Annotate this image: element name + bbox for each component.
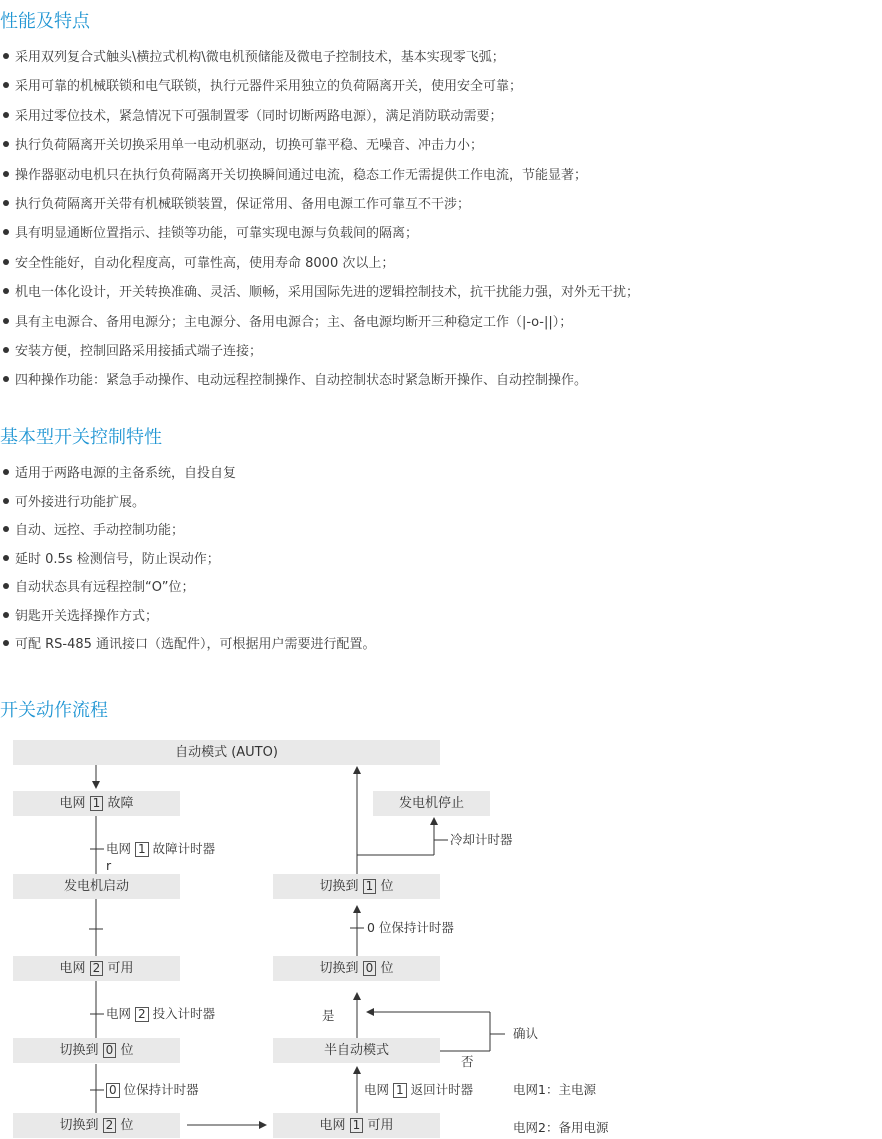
bullet-icon <box>3 171 9 177</box>
list-item-text: 自动状态具有远程控制“O”位； <box>15 580 195 595</box>
bullet-icon <box>3 318 9 324</box>
list-item <box>0 195 470 215</box>
box-grid1-fault-pre: 电网 <box>59 796 90 811</box>
box-switch-0-right-post: 位 <box>376 961 394 976</box>
bullet-icon <box>3 376 9 382</box>
list-item-text: 采用过零位技术，紧急情况下可强制置零（同时切断两路电源），满足消防联动需要； <box>15 108 503 124</box>
bullet-icon <box>3 229 9 235</box>
list-item <box>0 342 262 362</box>
label-fault-timer <box>106 841 215 857</box>
pos1-key: 1 <box>363 879 377 894</box>
bullet-icon <box>3 583 9 589</box>
list-item <box>0 607 158 627</box>
list-item-text: 具有主电源合、备用电源分；主电源分、备用电源合；主、备电源均断开三种稳定工作（|-o-||）； <box>15 314 573 330</box>
box-grid2-ok <box>13 956 180 981</box>
label-fault-timer-post: 故障计时器 <box>148 841 216 856</box>
bullet-icon <box>3 53 9 59</box>
box-gen-stop: 发电机停止 <box>373 791 490 816</box>
list-item-text: 安装方便，控制回路采用接插式端子连接； <box>15 344 263 359</box>
box-switch-2 <box>13 1113 180 1138</box>
pos0-key-right: 0 <box>363 961 377 976</box>
label-switchin-timer-post: 投入计时器 <box>148 1006 216 1021</box>
list-item <box>0 550 220 570</box>
bullet-icon <box>3 82 9 88</box>
label-return-timer-pre: 电网 <box>364 1082 393 1097</box>
box-gen-start: 发电机启动 <box>13 874 180 899</box>
box-grid1-fault <box>13 791 180 816</box>
box-grid2-ok-pre: 电网 <box>59 961 90 976</box>
label-return-timer <box>364 1082 473 1098</box>
list-item <box>0 313 572 333</box>
bullet-icon <box>3 640 9 646</box>
list-item <box>0 578 194 598</box>
label-hold-timer-right: 0 位保持计时器 <box>367 920 454 935</box>
list-item-text: 机电一体化设计，开关转换准确、灵活、顺畅，采用国际先进的逻辑控制技术，抗干扰能力强，对外无干扰； <box>15 285 640 301</box>
bullet-icon <box>3 288 9 294</box>
legend-grid1: 电网1：主电源 <box>513 1082 596 1097</box>
bullet-icon <box>3 526 9 532</box>
label-hold-left-post: 位保持计时器 <box>119 1082 199 1097</box>
box-switch-2-post: 位 <box>116 1118 134 1133</box>
list-item-text: 采用双列复合式触头\横拉式机构\微电机预储能及微电子控制技术，基本实现零飞弧； <box>15 50 505 65</box>
box-semi-auto: 半自动模式 <box>273 1038 440 1063</box>
bullet-icon <box>3 200 9 206</box>
list-item-text: 可外接进行功能扩展。 <box>15 494 146 510</box>
bullet-icon <box>3 469 9 475</box>
label-switchin-timer-pre: 电网 <box>106 1006 135 1021</box>
list-item-text: 四种操作功能：紧急手动操作、电动远程控制操作、自动控制状态时紧急断开操作、自动控制操作。 <box>15 373 588 389</box>
box-grid1-ok-pre: 电网 <box>319 1118 350 1133</box>
box-switch-1-pre: 切换到 <box>319 879 363 894</box>
list-item-text: 操作器驱动电机只在执行负荷隔离开关切换瞬间通过电流，稳态工作无需提供工作电流，节能显著； <box>15 167 588 183</box>
bullet-icon <box>3 259 9 265</box>
pos0-key: 0 <box>103 1043 117 1058</box>
label-confirm: 确认 <box>513 1026 539 1041</box>
list-item-text: 执行负荷隔离开关带有机械联锁装置，保证常用、备用电源工作可靠互不干涉； <box>15 197 471 212</box>
flow-title: 开关动作流程 <box>0 700 108 721</box>
list-item-text: 可配 RS-485 通讯接口（选配件），可根据用户需要进行配置。 <box>15 637 376 652</box>
label-fault-timer-key: 1 <box>135 842 149 857</box>
features-title: 性能及特点 <box>0 11 90 32</box>
legend-grid2: 电网2：备用电源 <box>513 1120 609 1135</box>
box-switch-0-left-pre: 切换到 <box>59 1043 103 1058</box>
list-item-text: 安全性能好，自动化程度高，可靠性高，使用寿命 8000 次以上； <box>15 255 395 271</box>
label-fault-timer-pre: 电网 <box>106 841 135 856</box>
list-item <box>0 283 639 303</box>
list-item <box>0 136 483 156</box>
list-item <box>0 224 418 244</box>
grid1-ok-key: 1 <box>350 1118 364 1133</box>
list-item-text: 自动、远控、手动控制功能； <box>15 523 185 538</box>
list-item-text: 钥匙开关选择操作方式； <box>15 608 159 624</box>
label-hold-left-key: 0 <box>106 1083 120 1098</box>
list-item <box>0 254 394 274</box>
flow-diagram <box>0 738 882 1139</box>
label-return-timer-post: 返回计时器 <box>406 1082 474 1097</box>
list-item-text: 具有明显通断位置指示、挂锁等功能，可靠实现电源与负载间的隔离； <box>15 226 419 242</box>
bullet-icon <box>3 347 9 353</box>
list-item <box>0 166 587 186</box>
label-fault-timer-r: r <box>106 858 112 873</box>
box-switch-0-left-post: 位 <box>116 1043 134 1058</box>
list-item <box>0 493 145 513</box>
label-switchin-timer <box>106 1006 215 1022</box>
box-switch-1 <box>273 874 440 899</box>
box-switch-1-post: 位 <box>376 879 394 894</box>
pos2-key: 2 <box>103 1118 117 1133</box>
label-yes: 是 <box>322 1008 335 1023</box>
box-grid1-ok-post: 可用 <box>363 1118 394 1133</box>
label-hold-timer-left <box>106 1082 199 1098</box>
box-switch-0-right <box>273 956 440 981</box>
label-no: 否 <box>461 1054 474 1069</box>
box-auto-mode: 自动模式 (AUTO) <box>13 740 440 765</box>
list-item <box>0 107 503 127</box>
list-item <box>0 464 236 484</box>
box-grid1-fault-post: 故障 <box>103 796 134 811</box>
list-item <box>0 77 522 97</box>
bullet-icon <box>3 612 9 618</box>
list-item <box>0 521 184 541</box>
list-item-text: 适用于两路电源的主备系统，自投自复 <box>15 466 237 481</box>
grid1-key: 1 <box>90 796 104 811</box>
bullet-icon <box>3 112 9 118</box>
list-item-text: 执行负荷隔离开关切换采用单一电动机驱动，切换可靠平稳、无噪音、冲击力小； <box>15 138 484 154</box>
label-switchin-timer-key: 2 <box>135 1007 149 1022</box>
bullet-icon <box>3 555 9 561</box>
list-item <box>0 371 587 391</box>
list-item <box>0 48 505 68</box>
list-item-text: 采用可靠的机械联锁和电气联锁，执行元器件采用独立的负荷隔离开关，使用安全可靠； <box>15 79 523 95</box>
grid2-key: 2 <box>90 961 104 976</box>
label-return-timer-key: 1 <box>393 1083 407 1098</box>
basic-title: 基本型开关控制特性 <box>0 427 162 448</box>
list-item-text: 延时 0.5s 检测信号，防止误动作； <box>15 551 220 567</box>
bullet-icon <box>3 498 9 504</box>
box-grid2-ok-post: 可用 <box>103 961 134 976</box>
box-grid1-ok <box>273 1113 440 1138</box>
bullet-icon <box>3 141 9 147</box>
list-item <box>0 635 376 655</box>
box-switch-0-left <box>13 1038 180 1063</box>
label-cooling-timer: 冷却计时器 <box>450 832 513 847</box>
box-switch-2-pre: 切换到 <box>59 1118 103 1133</box>
box-switch-0-right-pre: 切换到 <box>319 961 363 976</box>
